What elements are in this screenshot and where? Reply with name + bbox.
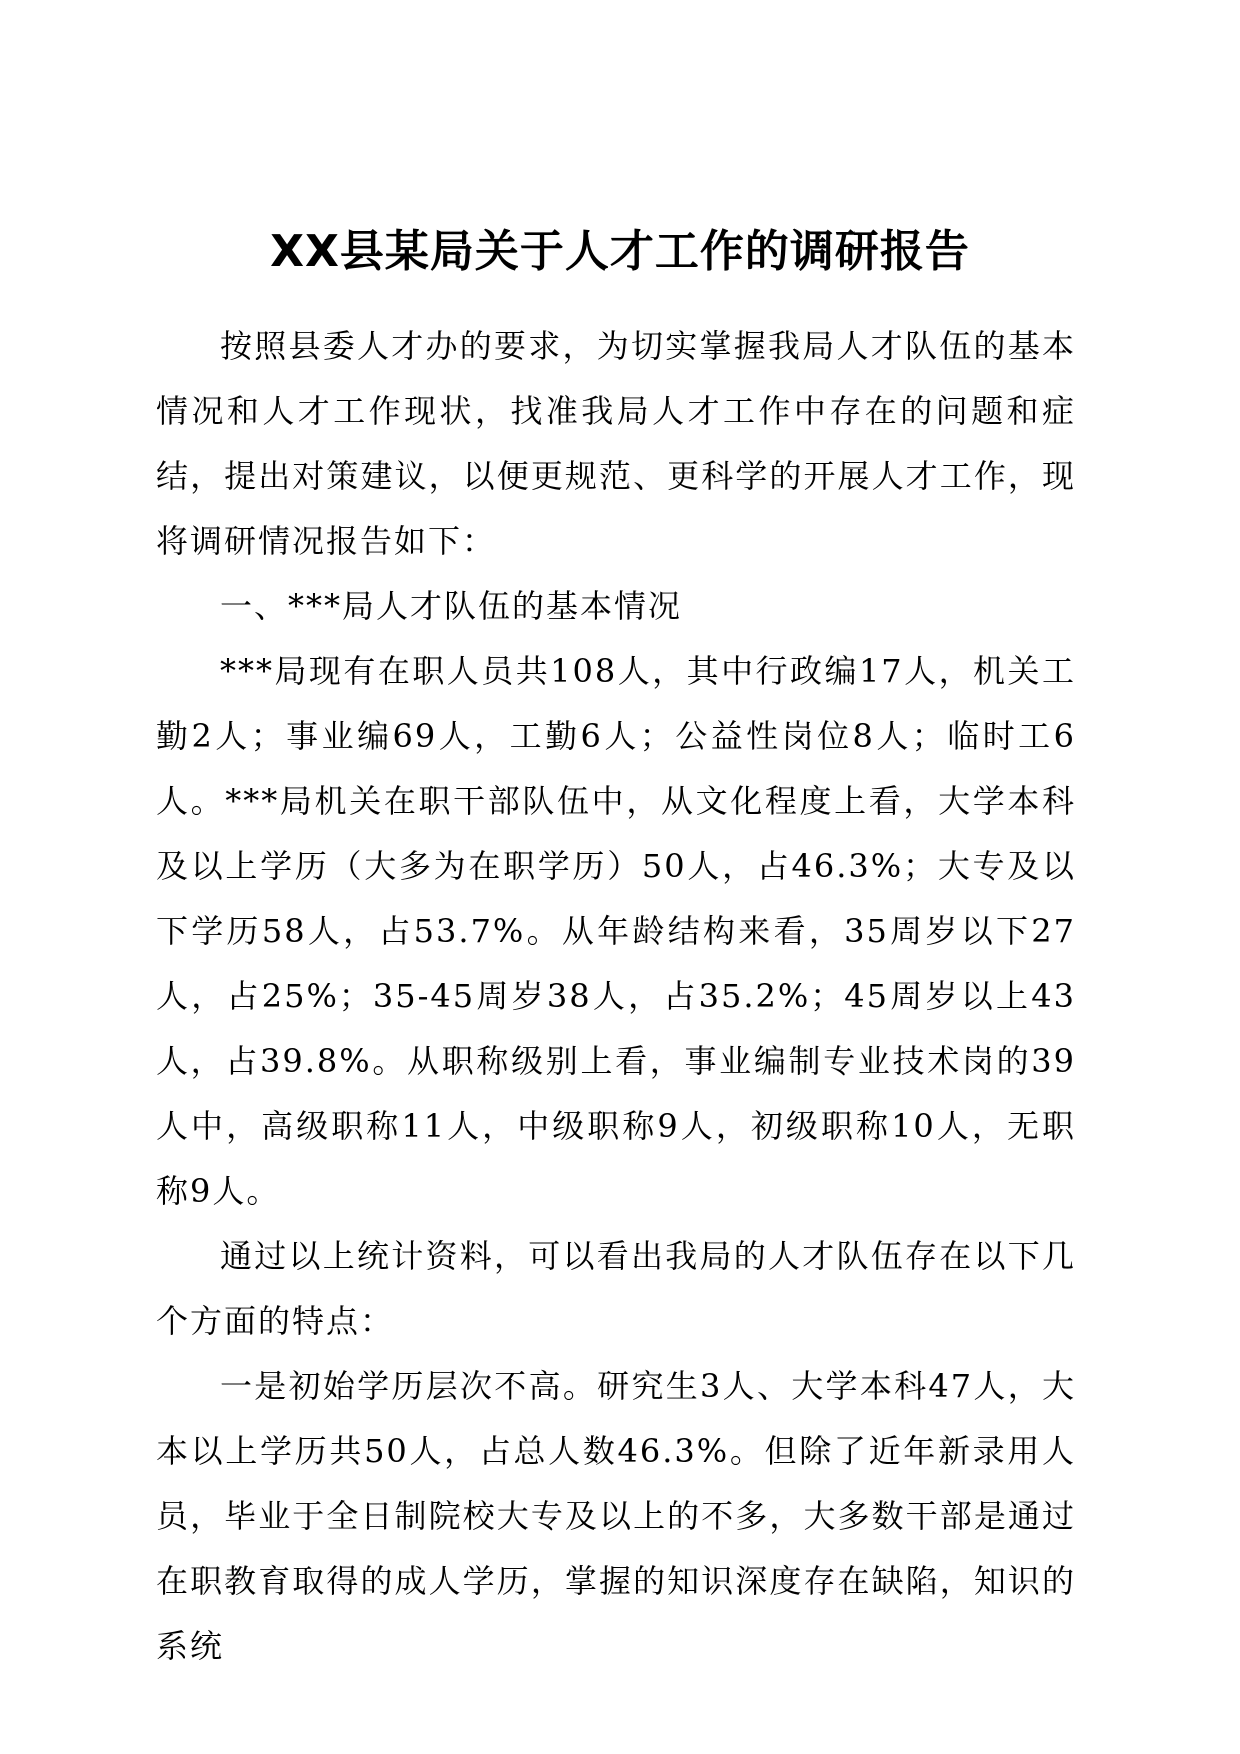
paragraph-point-1: 一是初始学历层次不高。研究生3人、大学本科47人，大本以上学历共50人，占总人数46.3%。但除了近年新录用人员，毕业于全日制院校大专及以上的不多，大多数干部是通过在职教育取得的成人学历，掌握的知识深度存在缺陷，知识的系统 bbox=[156, 1367, 1076, 1665]
document-body bbox=[156, 314, 1076, 1679]
section-heading-1: 一、***局人才队伍的基本情况 bbox=[220, 587, 683, 625]
paragraph-staff-statistics: ***局现有在职人员共108人，其中行政编17人，机关工勤2人；事业编69人，工勤6人；公益性岗位8人；临时工6人。***局机关在职干部队伍中，从文化程度上看，大学本科及以上学历（大多为在职学历）50人，占46.3%；大专及以下学历58人，占53.7%。从年龄结构来看，35周岁以下27人，占25%；35-45周岁38人，占35.2%；45周岁以上43人，占39.8%。从职称级别上看，事业编制专业技术岗的39人中，高级职称11人，中级职称9人，初级职称10人，无职称9人。 bbox=[156, 652, 1076, 1210]
paragraph-characteristics-intro: 通过以上统计资料，可以看出我局的人才队伍存在以下几个方面的特点： bbox=[156, 1237, 1076, 1340]
document-title: XX县某局关于人才工作的调研报告 bbox=[270, 226, 970, 277]
paragraph-intro: 按照县委人才办的要求，为切实掌握我局人才队伍的基本情况和人才工作现状，找准我局人才工作中存在的问题和症结，提出对策建议，以便更规范、更科学的开展人才工作，现将调研情况报告如下： bbox=[156, 327, 1076, 560]
